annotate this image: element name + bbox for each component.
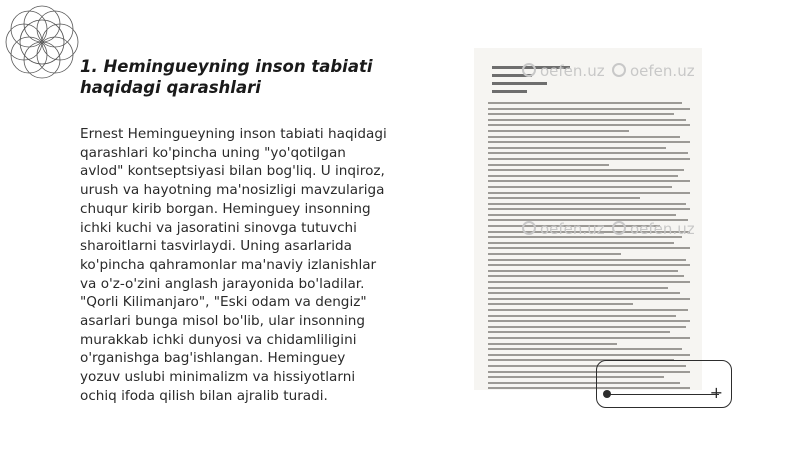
document-text-line xyxy=(488,270,678,272)
body-line: avlod" kontseptsiyasi bilan bog'liq. U inqiroz, xyxy=(80,163,385,180)
document-text-line xyxy=(488,292,680,294)
document-text-line xyxy=(488,113,674,115)
body-line: chuqur kirib borgan. Heminguey insonning xyxy=(80,200,371,217)
document-text-line xyxy=(488,158,690,160)
document-text-line xyxy=(488,309,688,311)
slider-dot-icon[interactable] xyxy=(603,390,611,398)
document-text-line xyxy=(488,331,670,333)
document-text-line xyxy=(488,192,690,194)
document-text-line xyxy=(488,152,688,154)
document-text-line xyxy=(488,136,680,138)
zoom-slider[interactable] xyxy=(596,360,732,408)
document-text-line xyxy=(488,141,690,143)
slider-track[interactable] xyxy=(607,394,719,395)
document-text-line xyxy=(488,275,684,277)
title-line: haqidagi qarashlari xyxy=(80,78,261,97)
document-text-line xyxy=(488,320,690,322)
document-text-line xyxy=(488,147,666,149)
plus-icon[interactable]: + xyxy=(709,383,723,402)
document-text-line xyxy=(488,343,617,345)
watermark: oefen.uz xyxy=(612,220,695,238)
document-text-line xyxy=(488,208,690,210)
document-text-line xyxy=(488,253,621,255)
body-line: yozuv uslubi minimalizm va hissiyotlarni xyxy=(80,369,356,386)
document-text-line xyxy=(488,259,686,261)
document-text-line xyxy=(488,130,629,132)
document-text-line xyxy=(488,337,690,339)
document-text-line xyxy=(488,102,682,104)
body-line: ichki kuchi va jasoratini sinovga tutuvchi xyxy=(80,219,357,236)
document-text-line xyxy=(488,354,690,356)
body-line: sharoitlarni tasvirlaydi. Uning asarlarida xyxy=(80,238,352,255)
body-line: murakkab ichki dunyosi va chidamliligini xyxy=(80,331,357,348)
body-line: o'rganishga bag'ishlangan. Heminguey xyxy=(80,350,346,367)
document-text-line xyxy=(488,287,668,289)
body-line: asarlari bunga misol bo'lib, ular insonning xyxy=(80,313,365,330)
document-text-line xyxy=(488,298,690,300)
title-line: 1. Hemingueyning inson tabiati xyxy=(80,57,373,76)
body-line: ko'pincha qahramonlar ma'naviy izlanishlar xyxy=(80,256,377,273)
document-text-line xyxy=(488,326,686,328)
slide-title xyxy=(80,56,420,98)
document-text-line xyxy=(488,186,672,188)
document-text-line xyxy=(488,164,609,166)
document-text-line xyxy=(488,214,676,216)
body-line: va o'z-o'zini anglash jarayonida bo'ladilar. xyxy=(80,275,365,292)
body-line: qarashlari ko'pincha uning "yo'qotilgan xyxy=(80,144,346,161)
document-text-line xyxy=(488,348,682,350)
document-scan-image xyxy=(474,48,702,390)
document-text-line xyxy=(488,124,690,126)
document-text-line xyxy=(488,203,686,205)
document-text-line xyxy=(488,180,690,182)
document-text-line xyxy=(488,247,690,249)
body-paragraph xyxy=(80,125,430,406)
document-text-line xyxy=(488,303,633,305)
decorative-circles-icon xyxy=(4,4,80,80)
body-line: ochiq ifoda qilish bilan ajralib turadi. xyxy=(80,387,328,404)
body-line: "Qorli Kilimanjaro", "Eski odam va dengiz" xyxy=(80,294,367,311)
watermark: oefen.uz xyxy=(522,220,605,238)
document-text-line xyxy=(488,169,684,171)
document-text-line xyxy=(488,264,690,266)
document-text-line xyxy=(488,315,676,317)
document-text-line xyxy=(488,197,640,199)
body-line: Ernest Hemingueyning inson tabiati haqidagi xyxy=(80,126,387,142)
watermark: oefen.uz xyxy=(522,62,605,80)
document-text-lines xyxy=(488,102,690,380)
document-text-line xyxy=(488,119,686,121)
document-text-line xyxy=(488,108,690,110)
document-text-line xyxy=(488,281,690,283)
document-text-line xyxy=(488,242,674,244)
document-text-line xyxy=(488,175,678,177)
watermark: oefen.uz xyxy=(612,62,695,80)
body-line: urush va hayotning ma'nosizligi mavzulariga xyxy=(80,182,385,199)
